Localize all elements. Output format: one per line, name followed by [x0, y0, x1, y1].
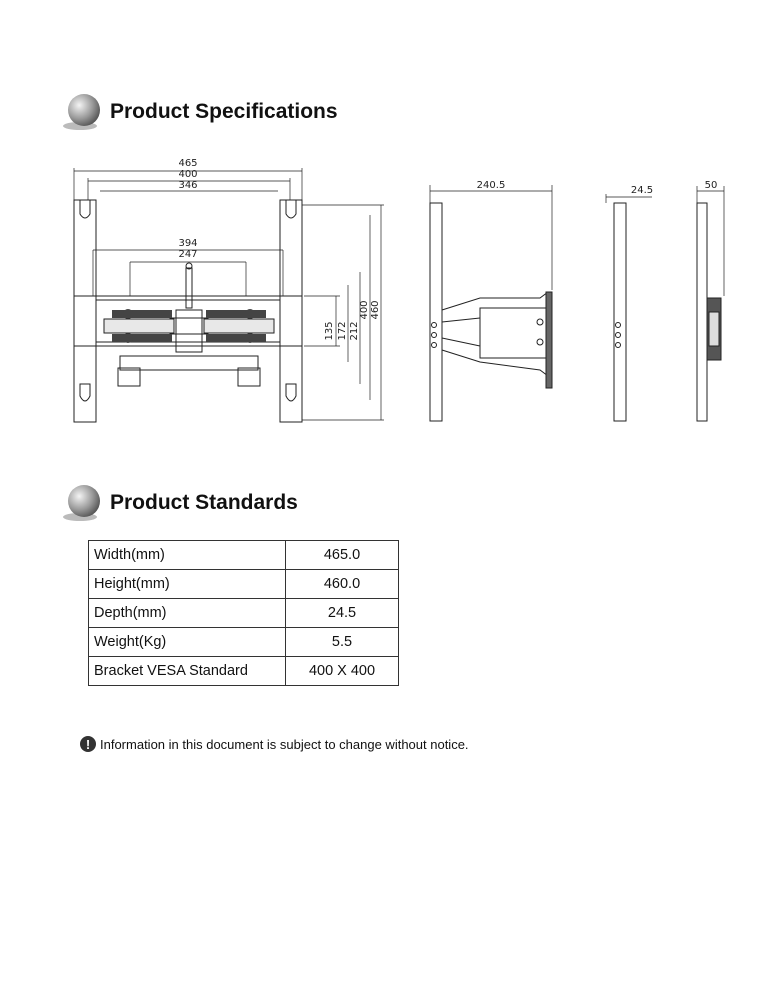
- row-label: Depth(mm): [89, 599, 286, 628]
- sphere-bullet-icon: [60, 92, 104, 132]
- section-title: Product Standards: [110, 491, 298, 514]
- profile-view-drawing: [606, 194, 652, 421]
- table-row: [89, 657, 399, 686]
- row-value: 400 X 400: [286, 657, 399, 686]
- dim-height-172: 172: [337, 321, 348, 341]
- wall-profile-drawing: [697, 186, 724, 421]
- row-value: 24.5: [286, 599, 399, 628]
- exclamation-icon: !: [80, 736, 96, 752]
- row-label: Width(mm): [89, 541, 286, 570]
- row-value: 465.0: [286, 541, 399, 570]
- row-label: Height(mm): [89, 570, 286, 599]
- row-value: 460.0: [286, 570, 399, 599]
- front-view-drawing: [74, 168, 384, 422]
- dim-width-346: 346: [178, 180, 198, 191]
- section-title: Product Specifications: [110, 100, 338, 123]
- dim-height-135: 135: [324, 321, 335, 341]
- table-row: [89, 628, 399, 657]
- row-label: Weight(Kg): [89, 628, 286, 657]
- standards-table: [88, 540, 399, 686]
- dim-width-394: 394: [178, 238, 198, 249]
- dim-depth-closed: 24.5: [630, 185, 654, 196]
- standards-heading: [60, 483, 298, 523]
- dim-width-247: 247: [178, 249, 198, 260]
- specifications-heading: [60, 92, 338, 132]
- dim-height-212: 212: [349, 321, 360, 341]
- dim-width-400: 400: [178, 169, 198, 180]
- table-row: [89, 541, 399, 570]
- notice: [80, 736, 469, 752]
- dim-offset: 50: [704, 180, 718, 191]
- table-row: [89, 599, 399, 628]
- side-view-drawing: [430, 185, 552, 421]
- notice-text: Information in this document is subject to change without notice.: [100, 736, 469, 752]
- dim-depth-extended: 240.5: [476, 180, 506, 191]
- dim-height-460: 460: [370, 300, 381, 320]
- technical-drawings: [0, 150, 768, 430]
- dim-width-465: 465: [178, 158, 198, 169]
- row-label: Bracket VESA Standard: [89, 657, 286, 686]
- dim-height-400: 400: [359, 300, 370, 320]
- table-row: [89, 570, 399, 599]
- sphere-bullet-icon: [60, 483, 104, 523]
- row-value: 5.5: [286, 628, 399, 657]
